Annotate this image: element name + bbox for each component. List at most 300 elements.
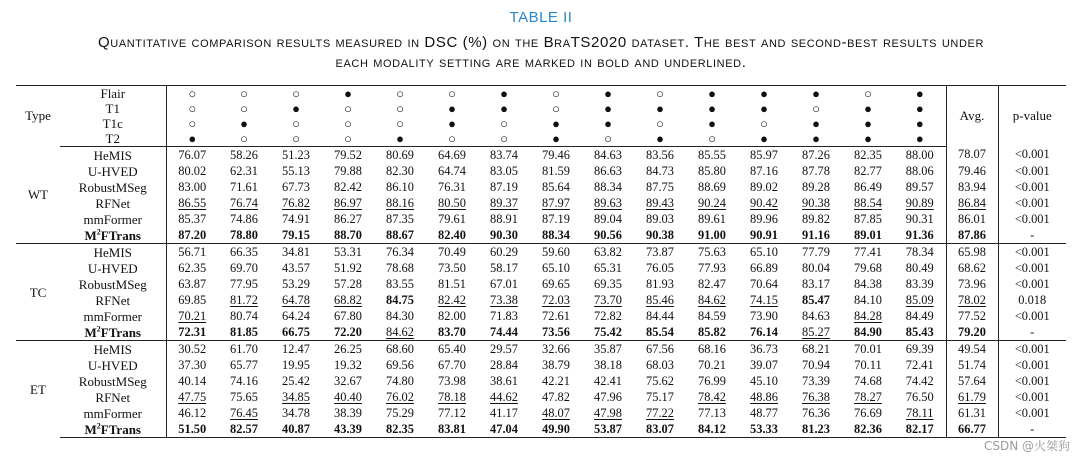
dsc-value-cell: 88.06: [905, 163, 934, 178]
dsc-value-cell: 51.23: [282, 147, 310, 162]
dsc-value-cell: 37.30: [166, 357, 218, 373]
dsc-value-cell: 77.22: [646, 405, 674, 420]
dsc-value-cell: 84.62: [386, 324, 414, 339]
dsc-value-cell: 87.19: [490, 179, 518, 194]
modality-missing-icon: ○: [656, 116, 664, 131]
dsc-value-cell: 79.88: [334, 163, 362, 178]
method-name: mmFormer: [83, 211, 142, 227]
dsc-value-cell: 76.05: [646, 260, 674, 275]
dsc-value-cell: 73.56: [542, 324, 570, 339]
dsc-value-cell: 84.62: [698, 292, 726, 307]
type-header: Type: [16, 86, 60, 147]
dsc-value-cell: 53.31: [322, 244, 374, 261]
avg-value-cell: 86.84: [946, 195, 998, 211]
dsc-value-cell: 85.55: [698, 147, 726, 162]
modality-present-icon: ●: [760, 101, 768, 116]
dsc-value-cell: 85.64: [542, 179, 570, 194]
dsc-value-cell: 82.42: [334, 179, 362, 194]
table-row: [16, 276, 1066, 292]
dsc-value-cell: 76.34: [374, 244, 426, 261]
dsc-value-cell: 84.44: [646, 308, 674, 323]
dsc-value-cell: 76.07: [166, 147, 218, 164]
modality-missing-icon: ○: [322, 131, 374, 147]
dsc-value-cell: 74.42: [905, 373, 934, 388]
dsc-value-cell: 84.73: [646, 163, 674, 178]
dsc-value-cell: 74.80: [386, 373, 414, 388]
dsc-value-cell: 47.98: [594, 405, 622, 420]
dsc-value-cell: 84.63: [802, 308, 830, 323]
dsc-value-cell: 85.46: [646, 292, 674, 307]
dsc-value-cell: 88.67: [386, 227, 414, 242]
modality-present-icon: ●: [582, 86, 634, 102]
dsc-value-cell: 59.60: [530, 244, 582, 261]
dsc-value-cell: 72.03: [542, 292, 570, 307]
dsc-value-cell: 76.14: [750, 324, 778, 339]
dsc-value-cell: 67.73: [282, 179, 310, 194]
dsc-value-cell: 47.75: [166, 389, 218, 405]
dsc-value-cell: 83.07: [634, 421, 686, 438]
dsc-value-cell: 67.01: [490, 276, 518, 291]
modality-label: T1c: [102, 116, 123, 131]
avg-value-cell: 78.07: [946, 147, 998, 164]
dsc-value-cell: 89.02: [750, 179, 778, 194]
dsc-value-cell: 77.93: [698, 260, 726, 275]
dsc-value-cell: 76.45: [230, 405, 258, 420]
dsc-value-cell: 72.31: [166, 324, 218, 341]
dsc-value-cell: 38.18: [594, 357, 622, 372]
dsc-value-cell: 63.82: [582, 244, 634, 261]
dsc-value-cell: 71.61: [230, 179, 258, 194]
table-caption-line-1: Quantitative comparison results measured in DSC (%) on the BraTS2020 dataset. The best and second-best results under: [98, 34, 984, 51]
pvalue-cell: <0.001: [998, 341, 1066, 358]
dsc-value-cell: 51.50: [166, 421, 218, 438]
dsc-value-cell: 84.63: [594, 147, 622, 162]
table-row: [16, 292, 1066, 308]
dsc-value-cell: 78.34: [894, 244, 946, 261]
modality-present-icon: ●: [894, 131, 946, 147]
dsc-value-cell: 61.70: [218, 341, 270, 358]
dsc-value-cell: 90.30: [490, 227, 518, 242]
dsc-value-cell: 55.13: [282, 163, 310, 178]
modality-present-icon: ●: [478, 86, 530, 102]
modality-missing-icon: ○: [634, 86, 686, 102]
modality-missing-icon: ○: [426, 131, 478, 147]
dsc-value-cell: 75.62: [646, 373, 674, 388]
dsc-value-cell: 34.81: [270, 244, 322, 261]
dsc-value-cell: 65.10: [542, 260, 570, 275]
dsc-value-cell: 89.82: [802, 211, 830, 226]
dsc-value-cell: 12.47: [270, 341, 322, 358]
dsc-value-cell: 34.78: [282, 405, 310, 420]
table-body: [16, 86, 1066, 438]
method-name: HeMIS: [60, 341, 166, 358]
pvalue-cell: <0.001: [998, 211, 1066, 227]
method-name: HeMIS: [60, 244, 166, 261]
dsc-value-cell: 28.84: [490, 357, 518, 372]
avg-value-cell: 79.46: [946, 163, 998, 179]
dsc-value-cell: 74.68: [854, 373, 882, 388]
table-row: [16, 179, 1066, 195]
dsc-value-cell: 85.80: [698, 163, 726, 178]
pvalue-cell: <0.001: [998, 195, 1066, 211]
results-table: [16, 85, 1066, 438]
dsc-value-cell: 73.98: [438, 373, 466, 388]
modality-missing-icon: ○: [530, 86, 582, 102]
dsc-value-cell: 38.39: [334, 405, 362, 420]
dsc-value-cell: 68.60: [374, 341, 426, 358]
dsc-value-cell: 86.10: [386, 179, 414, 194]
dsc-value-cell: 78.18: [438, 389, 466, 404]
dsc-value-cell: 77.13: [698, 405, 726, 420]
dsc-value-cell: 90.38: [802, 195, 830, 210]
modality-missing-icon: ○: [166, 101, 218, 116]
dsc-value-cell: 83.56: [646, 147, 674, 162]
dsc-value-cell: 42.41: [594, 373, 622, 388]
dsc-value-cell: 64.74: [438, 163, 466, 178]
dsc-value-cell: 45.10: [750, 373, 778, 388]
dsc-value-cell: 84.30: [386, 308, 414, 323]
pvalue-cell: <0.001: [998, 389, 1066, 405]
method-name-prefix: M: [84, 421, 97, 437]
avg-value-cell: 86.01: [946, 211, 998, 227]
dsc-value-cell: 69.85: [166, 292, 218, 308]
modality-missing-icon: ○: [166, 116, 218, 131]
dsc-value-cell: 84.90: [854, 324, 882, 339]
modality-present-icon: ●: [894, 86, 946, 102]
modality-present-icon: ●: [738, 131, 790, 147]
pvalue-cell: <0.001: [998, 260, 1066, 276]
dsc-value-cell: 70.11: [854, 357, 882, 372]
dsc-value-cell: 82.35: [854, 147, 882, 162]
dsc-value-cell: 78.11: [906, 405, 934, 420]
dsc-value-cell: 49.90: [530, 421, 582, 438]
dsc-value-cell: 85.43: [905, 324, 934, 339]
dsc-value-cell: 79.61: [438, 211, 466, 226]
table-row: [16, 227, 1066, 244]
dsc-value-cell: 38.79: [542, 357, 570, 372]
dsc-value-cell: 84.12: [686, 421, 738, 438]
dsc-value-cell: 81.85: [230, 324, 258, 339]
dsc-value-cell: 90.91: [750, 227, 778, 242]
dsc-value-cell: 82.77: [854, 163, 882, 178]
dsc-value-cell: 53.87: [582, 421, 634, 438]
modality-missing-icon: ○: [218, 131, 270, 147]
dsc-value-cell: 70.49: [426, 244, 478, 261]
dsc-value-cell: 74.91: [282, 211, 310, 226]
dsc-value-cell: 84.28: [854, 308, 882, 323]
dsc-value-cell: 47.82: [542, 389, 570, 404]
table-row: [16, 357, 1066, 373]
dsc-value-cell: 84.38: [854, 276, 882, 291]
avg-value-cell: 61.31: [946, 405, 998, 421]
dsc-value-cell: 47.04: [478, 421, 530, 438]
dsc-value-cell: 83.70: [438, 324, 466, 339]
method-name: [60, 421, 166, 438]
modality-present-icon: ●: [864, 116, 872, 131]
modality-missing-icon: ○: [552, 101, 560, 116]
dsc-value-cell: 69.56: [386, 357, 414, 372]
dsc-value-cell: 69.35: [594, 276, 622, 291]
avg-value-cell: 87.86: [946, 227, 998, 244]
dsc-value-cell: 68.82: [334, 292, 362, 307]
dsc-value-cell: 88.00: [905, 147, 934, 162]
dsc-value-cell: 83.81: [426, 421, 478, 438]
dsc-value-cell: 81.51: [438, 276, 466, 291]
dsc-value-cell: 58.17: [490, 260, 518, 275]
dsc-value-cell: 82.57: [218, 421, 270, 438]
dsc-value-cell: 81.59: [542, 163, 570, 178]
dsc-value-cell: 87.97: [542, 195, 570, 210]
dsc-value-cell: 41.17: [490, 405, 518, 420]
dsc-value-cell: 78.27: [854, 389, 882, 404]
dsc-value-cell: 82.36: [842, 421, 894, 438]
dsc-value-cell: 85.97: [750, 147, 778, 162]
dsc-value-cell: 74.15: [750, 292, 778, 307]
method-name: RFNet: [95, 292, 131, 308]
pvalue-cell: <0.001: [998, 308, 1066, 324]
dsc-value-cell: 64.78: [282, 292, 310, 307]
avg-value-cell: 78.02: [946, 292, 998, 308]
dsc-value-cell: 72.20: [334, 324, 362, 339]
dsc-value-cell: 70.21: [698, 357, 726, 372]
dsc-value-cell: 88.91: [490, 211, 518, 226]
dsc-value-cell: 85.54: [646, 324, 674, 339]
dsc-value-cell: 90.38: [646, 227, 674, 242]
dsc-value-cell: 67.80: [334, 308, 362, 323]
dsc-value-cell: 87.85: [854, 211, 882, 226]
dsc-value-cell: 84.59: [698, 308, 726, 323]
modality-label: Flair: [60, 86, 166, 102]
table-row: [16, 389, 1066, 405]
modality-present-icon: ●: [790, 131, 842, 147]
dsc-value-cell: 51.92: [334, 260, 362, 275]
watermark: CSDN @火桀狗: [983, 439, 1070, 453]
table-row: [16, 163, 1066, 179]
dsc-value-cell: 86.63: [594, 163, 622, 178]
dsc-value-cell: 66.75: [282, 324, 310, 339]
modality-present-icon: ●: [448, 101, 456, 116]
dsc-value-cell: 79.52: [334, 147, 362, 162]
pvalue-cell: <0.001: [998, 179, 1066, 195]
dsc-value-cell: 73.50: [438, 260, 466, 275]
dsc-value-cell: 36.73: [738, 341, 790, 358]
dsc-value-cell: 90.42: [750, 195, 778, 210]
modality-present-icon: ●: [604, 101, 612, 116]
dsc-value-cell: 70.64: [750, 276, 778, 291]
modality-present-icon: ●: [656, 101, 664, 116]
dsc-value-cell: 34.85: [282, 389, 310, 404]
dsc-value-cell: 65.31: [594, 260, 622, 275]
modality-missing-icon: ○: [270, 86, 322, 102]
modality-present-icon: ●: [166, 131, 218, 147]
dsc-value-cell: 66.35: [218, 244, 270, 261]
method-name: [60, 324, 166, 341]
modality-missing-icon: ○: [270, 131, 322, 147]
dsc-value-cell: 86.97: [334, 195, 362, 210]
dsc-value-cell: 82.17: [894, 421, 946, 438]
dsc-value-cell: 68.21: [790, 341, 842, 358]
avg-value-cell: 57.64: [946, 373, 998, 389]
dsc-value-cell: 83.17: [802, 276, 830, 291]
dsc-value-cell: 56.71: [166, 244, 218, 261]
dsc-value-cell: 19.32: [334, 357, 362, 372]
dsc-value-cell: 84.49: [905, 308, 934, 323]
modality-row: [16, 131, 1066, 147]
dsc-value-cell: 88.34: [542, 227, 570, 242]
table-row: [16, 244, 1066, 261]
dsc-value-cell: 89.04: [594, 211, 622, 226]
modality-missing-icon: ○: [396, 101, 404, 116]
modality-missing-icon: ○: [582, 131, 634, 147]
modality-present-icon: ●: [708, 101, 716, 116]
dsc-value-cell: 75.29: [386, 405, 414, 420]
dsc-value-cell: 43.39: [322, 421, 374, 438]
dsc-value-cell: 77.12: [438, 405, 466, 420]
dsc-value-cell: 85.09: [905, 292, 934, 307]
dsc-value-cell: 88.34: [594, 179, 622, 194]
dsc-value-cell: 69.39: [894, 341, 946, 358]
dsc-value-cell: 73.70: [594, 292, 622, 307]
dsc-value-cell: 76.50: [905, 389, 934, 404]
dsc-value-cell: 79.15: [282, 227, 310, 242]
modality-missing-icon: ○: [218, 86, 270, 102]
modality-missing-icon: ○: [812, 101, 820, 116]
dsc-value-cell: 82.47: [698, 276, 726, 291]
table-caption-line-2: each modality setting are marked in bold and underlined.: [335, 54, 747, 71]
method-name: mmFormer: [83, 308, 142, 324]
dsc-value-cell: 91.00: [698, 227, 726, 242]
dsc-value-cell: 89.57: [905, 179, 934, 194]
dsc-value-cell: 80.50: [438, 195, 466, 210]
modality-present-icon: ●: [322, 86, 374, 102]
method-name: mmFormer: [83, 405, 142, 421]
dsc-value-cell: 73.38: [490, 292, 518, 307]
method-name-prefix: M: [84, 227, 97, 243]
dsc-value-cell: 90.31: [905, 211, 934, 226]
dsc-value-cell: 40.87: [270, 421, 322, 438]
table-row: [16, 421, 1066, 438]
dsc-value-cell: 90.56: [594, 227, 622, 242]
dsc-value-cell: 83.39: [905, 276, 934, 291]
dsc-value-cell: 65.10: [738, 244, 790, 261]
modality-present-icon: ●: [738, 86, 790, 102]
dsc-value-cell: 82.35: [374, 421, 426, 438]
dsc-value-cell: 84.75: [386, 292, 414, 307]
avg-value-cell: 68.62: [946, 260, 998, 276]
dsc-value-cell: 70.94: [802, 357, 830, 372]
dsc-value-cell: 76.31: [438, 179, 466, 194]
dsc-value-cell: 79.68: [854, 260, 882, 275]
modality-present-icon: ●: [604, 116, 612, 131]
modality-present-icon: ●: [864, 101, 872, 116]
dsc-value-cell: 42.21: [542, 373, 570, 388]
modality-present-icon: ●: [686, 86, 738, 102]
method-name: RFNet: [95, 195, 131, 211]
dsc-value-cell: 83.00: [166, 179, 218, 195]
modality-present-icon: ●: [842, 131, 894, 147]
dsc-value-cell: 65.40: [426, 341, 478, 358]
modality-present-icon: ●: [500, 101, 508, 116]
modality-row: [16, 86, 1066, 102]
pvalue-cell: -: [998, 324, 1066, 341]
modality-present-icon: ●: [530, 131, 582, 147]
dsc-value-cell: 87.19: [542, 211, 570, 226]
dsc-value-cell: 80.02: [166, 163, 218, 179]
dsc-value-cell: 85.47: [802, 292, 830, 307]
dsc-value-cell: 86.49: [854, 179, 882, 194]
pvalue-cell: <0.001: [998, 244, 1066, 261]
dsc-value-cell: 87.35: [386, 211, 414, 226]
dsc-value-cell: 66.89: [750, 260, 778, 275]
dsc-value-cell: 75.65: [230, 389, 258, 404]
dsc-value-cell: 40.14: [166, 373, 218, 389]
dsc-value-cell: 89.61: [698, 211, 726, 226]
dsc-value-cell: 73.39: [802, 373, 830, 388]
dsc-value-cell: 88.69: [698, 179, 726, 194]
modality-present-icon: ●: [292, 101, 300, 116]
dsc-value-cell: 63.87: [166, 276, 218, 292]
method-name: [60, 227, 166, 244]
dsc-value-cell: 47.96: [594, 389, 622, 404]
dsc-value-cell: 91.36: [905, 227, 934, 242]
dsc-value-cell: 67.70: [438, 357, 466, 372]
modality-row: [16, 116, 1066, 131]
dsc-value-cell: 90.24: [698, 195, 726, 210]
dsc-value-cell: 90.89: [905, 195, 934, 210]
modality-present-icon: ●: [374, 131, 426, 147]
modality-present-icon: ●: [634, 131, 686, 147]
dsc-value-cell: 35.87: [582, 341, 634, 358]
dsc-value-cell: 72.82: [594, 308, 622, 323]
modality-present-icon: ●: [790, 86, 842, 102]
dsc-value-cell: 81.93: [646, 276, 674, 291]
dsc-value-cell: 77.95: [230, 276, 258, 291]
dsc-value-cell: 83.74: [490, 147, 518, 162]
pvalue-cell: <0.001: [998, 163, 1066, 179]
method-name: U-HVED: [87, 357, 138, 373]
dsc-value-cell: 84.10: [854, 292, 882, 307]
modality-present-icon: ●: [708, 116, 716, 131]
dsc-value-cell: 68.16: [686, 341, 738, 358]
table-row: [16, 341, 1066, 358]
dsc-value-cell: 82.42: [438, 292, 466, 307]
avg-value-cell: 61.79: [946, 389, 998, 405]
modality-missing-icon: ○: [292, 116, 300, 131]
method-name: U-HVED: [87, 260, 138, 276]
modality-missing-icon: ○: [240, 101, 248, 116]
modality-row: [16, 101, 1066, 116]
dsc-value-cell: 89.96: [750, 211, 778, 226]
dsc-value-cell: 75.42: [594, 324, 622, 339]
table-row: [16, 308, 1066, 324]
dsc-value-cell: 73.90: [750, 308, 778, 323]
modality-missing-icon: ○: [396, 116, 404, 131]
avg-value-cell: 65.98: [946, 244, 998, 261]
dsc-value-cell: 70.21: [166, 308, 218, 324]
dsc-value-cell: 76.36: [802, 405, 830, 420]
dsc-value-cell: 72.41: [905, 357, 934, 372]
dsc-value-cell: 89.01: [854, 227, 882, 242]
dsc-value-cell: 89.03: [646, 211, 674, 226]
dsc-value-cell: 39.07: [750, 357, 778, 372]
group-type-label: WT: [27, 187, 49, 203]
method-name: RobustMSeg: [78, 276, 147, 292]
dsc-value-cell: 48.86: [750, 389, 778, 404]
modality-missing-icon: ○: [686, 131, 738, 147]
table-row: [16, 147, 1066, 164]
modality-missing-icon: ○: [760, 116, 768, 131]
dsc-value-cell: 87.16: [750, 163, 778, 178]
